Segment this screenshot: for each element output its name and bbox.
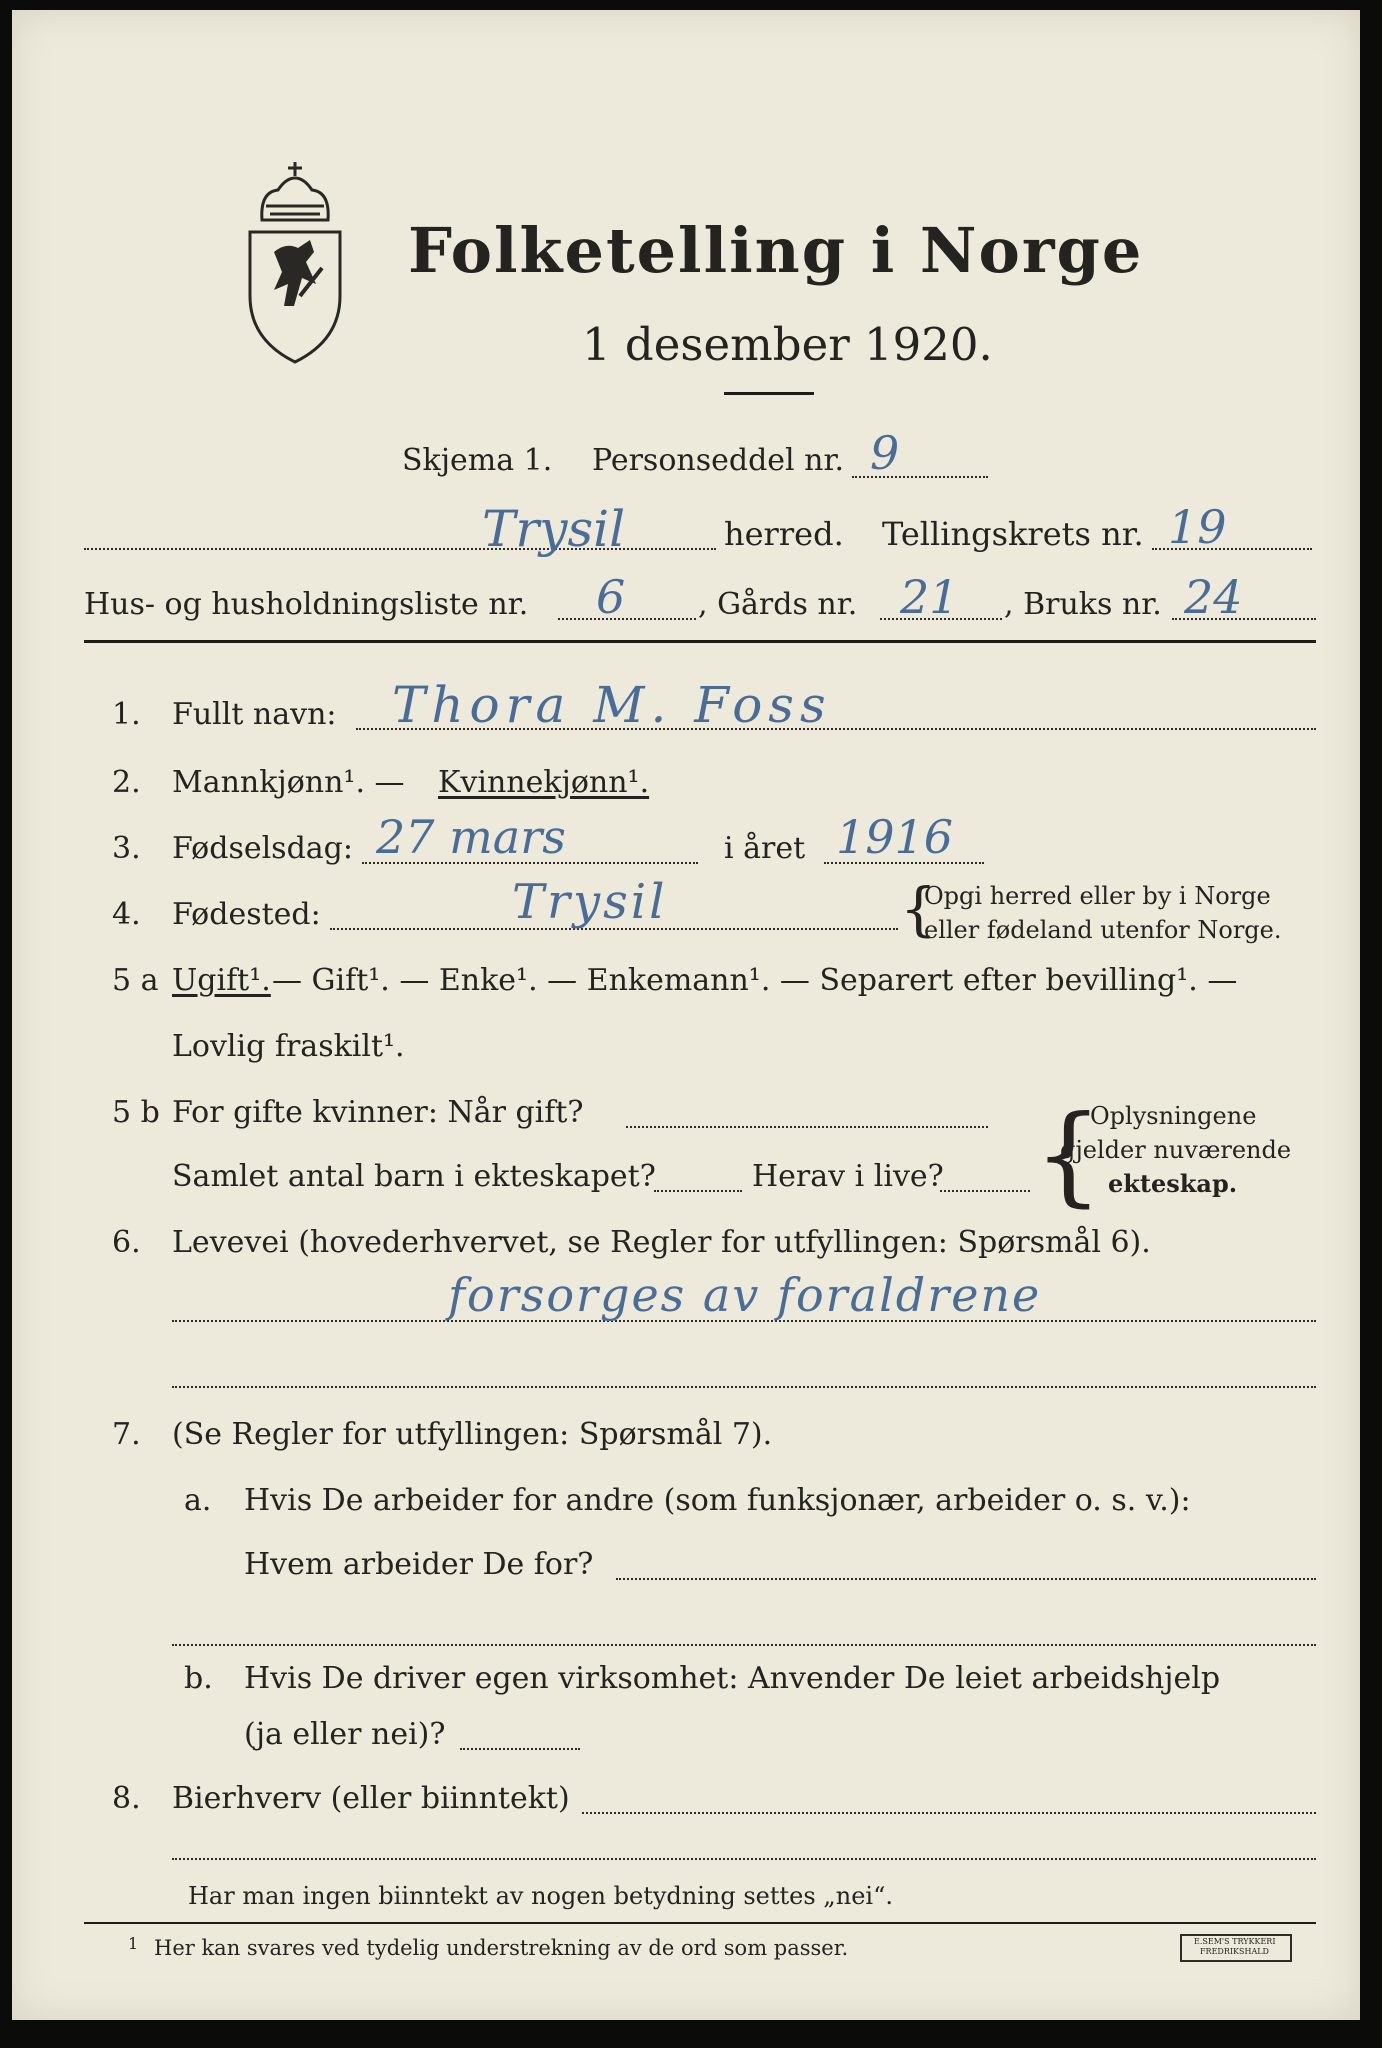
q1-number: 1. xyxy=(112,697,141,732)
q3-number: 3. xyxy=(112,831,141,866)
coat-of-arms-emblem xyxy=(240,156,350,368)
q7a-letter: a. xyxy=(184,1483,212,1518)
printer-stamp xyxy=(1180,1934,1292,1962)
printer-stamp-line2: FREDRIKSHALD xyxy=(1200,1947,1269,1956)
hus-label: Hus- og husholdningsliste nr. xyxy=(84,587,529,622)
full-name-value: Thora M. Foss xyxy=(392,676,832,734)
q8-number: 8. xyxy=(112,1781,141,1816)
census-date: 1 desember 1920. xyxy=(582,318,993,371)
skjema-label: Skjema 1. xyxy=(402,443,553,478)
q5a-number: 5 a xyxy=(112,963,159,998)
marriage-note-line2: gjelder nuværende xyxy=(1060,1136,1292,1164)
footnote-mark: 1 xyxy=(128,1934,139,1953)
herred-value: Trysil xyxy=(482,500,626,558)
occupation-field-line2[interactable] xyxy=(172,1386,1316,1388)
q7b-letter: b. xyxy=(184,1661,213,1696)
q7b-line2: (ja eller nei)? xyxy=(244,1717,446,1752)
children-total-label: Samlet antal barn i ekteskapet? xyxy=(172,1159,656,1194)
hus-field[interactable] xyxy=(558,618,696,620)
birthplace-value: Trysil xyxy=(512,874,668,930)
q8-label: Bierhverv (eller biinntekt) xyxy=(172,1781,570,1816)
q4-label: Fødested: xyxy=(172,897,321,932)
census-form xyxy=(12,10,1360,2020)
hus-value: 6 xyxy=(596,570,626,624)
birth-year-value: 1916 xyxy=(836,810,954,864)
marital-other-options[interactable]: — Gift¹. — Enke¹. — Enkemann¹. — Separert efter bevilling¹. — xyxy=(272,963,1238,998)
married-when-field[interactable] xyxy=(626,1126,988,1128)
printer-stamp-line1: E.SEM'S TRYKKERI xyxy=(1194,1937,1276,1946)
personseddel-value: 9 xyxy=(870,426,900,480)
side-income-note: Har man ingen biinntekt av nogen betydning settes „nei“. xyxy=(188,1882,893,1910)
footnote-text: Her kan svares ved tydelig understrekning av de ord som passer. xyxy=(154,1936,849,1960)
herred-label: herred. xyxy=(724,515,844,553)
gender-female-option[interactable]: Kvinnekjønn¹. xyxy=(438,765,650,800)
q4-number: 4. xyxy=(112,897,141,932)
birthplace-note-line2: eller fødeland utenfor Norge. xyxy=(924,916,1282,944)
birthday-value: 27 mars xyxy=(376,810,566,864)
year-label: i året xyxy=(724,831,806,866)
q6-label: Levevei (hovederhvervet, se Regler for utfyllingen: Spørsmål 6). xyxy=(172,1225,1151,1260)
employer-field-line2[interactable] xyxy=(172,1644,1316,1646)
children-alive-field[interactable] xyxy=(940,1190,1030,1192)
hired-help-field[interactable] xyxy=(460,1748,580,1750)
q1-label: Fullt navn: xyxy=(172,697,337,732)
gards-value: 21 xyxy=(900,570,959,624)
side-income-field[interactable] xyxy=(582,1812,1316,1814)
title-divider xyxy=(724,392,814,395)
marriage-note-line1: Oplysningene xyxy=(1090,1102,1257,1130)
birthplace-note-line1: Opgi herred eller by i Norge xyxy=(924,882,1271,910)
q7-label: (Se Regler for utfyllingen: Spørsmål 7). xyxy=(172,1417,773,1452)
q5b-number: 5 b xyxy=(112,1095,160,1130)
q7a-line1: Hvis De arbeider for andre (som funksjonær, arbeider o. s. v.): xyxy=(244,1483,1191,1518)
header-section-rule xyxy=(84,640,1316,643)
q6-number: 6. xyxy=(112,1225,141,1260)
gender-male-option[interactable]: Mannkjønn¹. — xyxy=(172,765,405,800)
footnote-rule xyxy=(84,1922,1316,1924)
marital-unmarried-option[interactable]: Ugift¹. xyxy=(172,963,271,998)
q3-label: Fødselsdag: xyxy=(172,831,353,866)
gards-label: , Gårds nr. xyxy=(698,587,858,622)
children-alive-label: Herav i live? xyxy=(752,1159,944,1194)
married-when-label: For gifte kvinner: Når gift? xyxy=(172,1095,584,1130)
birthplace-note-brace: { xyxy=(900,875,937,943)
side-income-field-line2[interactable] xyxy=(172,1858,1316,1860)
marital-divorced-option[interactable]: Lovlig fraskilt¹. xyxy=(172,1029,405,1064)
employer-field[interactable] xyxy=(616,1578,1316,1580)
marriage-note-line3: ekteskap. xyxy=(1108,1169,1238,1198)
q7-number: 7. xyxy=(112,1417,141,1452)
form-title: Folketelling i Norge xyxy=(408,214,1144,287)
bruks-label: , Bruks nr. xyxy=(1004,587,1162,622)
q2-number: 2. xyxy=(112,765,141,800)
children-total-field[interactable] xyxy=(654,1190,742,1192)
q7b-line1: Hvis De driver egen virksomhet: Anvender De leiet arbeidshjelp xyxy=(244,1661,1221,1696)
bruks-value: 24 xyxy=(1184,570,1243,624)
tellingskrets-value: 19 xyxy=(1168,500,1227,554)
marriage-note-brace: { xyxy=(1034,1093,1103,1218)
tellingskrets-label: Tellingskrets nr. xyxy=(882,515,1144,553)
personseddel-label: Personseddel nr. xyxy=(592,443,845,478)
q7a-line2: Hvem arbeider De for? xyxy=(244,1547,594,1582)
occupation-value: forsorges av foraldrene xyxy=(448,1268,1042,1322)
